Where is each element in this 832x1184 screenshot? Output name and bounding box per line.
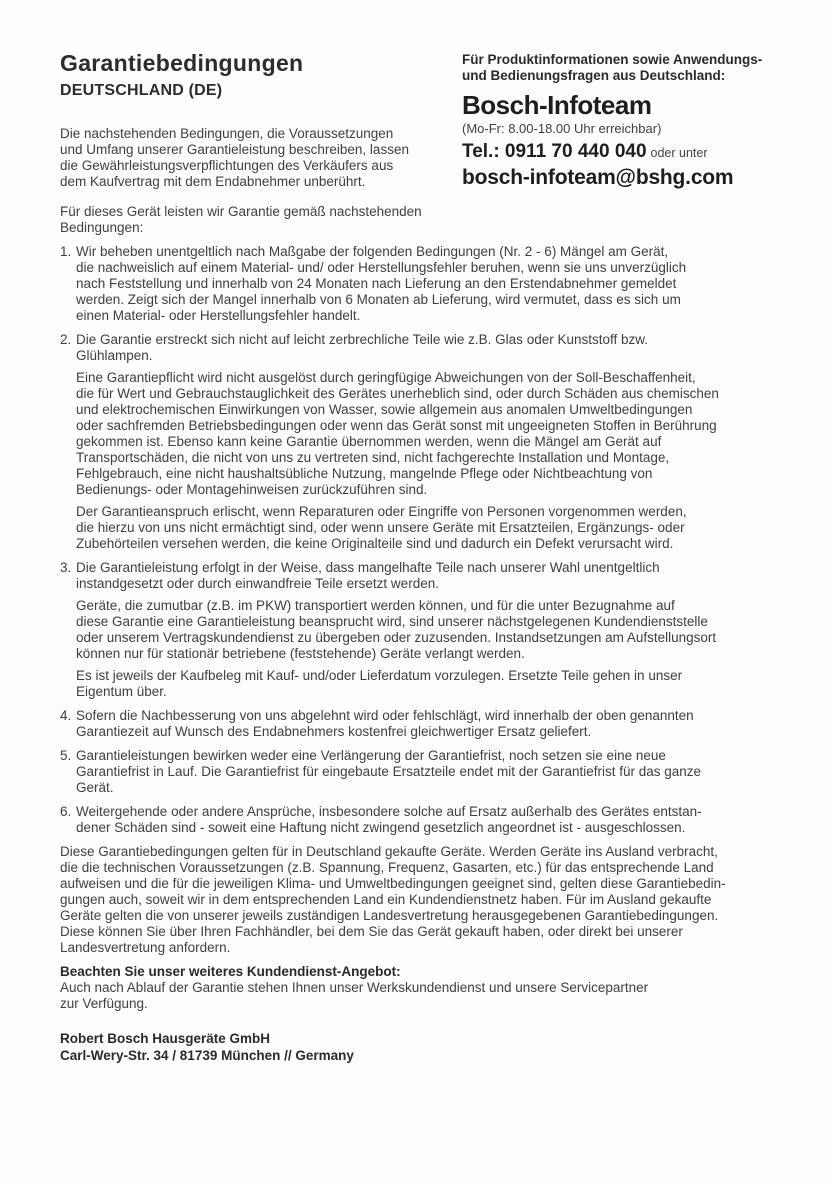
company-footer xyxy=(60,1030,800,1064)
condition-number: 1. xyxy=(60,244,72,259)
condition-body xyxy=(76,244,800,324)
condition-number: 2. xyxy=(60,332,72,347)
infoteam-hours: (Mo-Fr: 8.00-18.00 Uhr erreichbar) xyxy=(462,121,662,136)
condition-body xyxy=(76,748,800,796)
intro-paragraph: Die nachstehenden Bedingungen, die Voraussetzungen und Umfang unserer Garantieleistung beschreiben, lassen die Gewährleistungsverpflichtungen des Verkäufers aus dem Kaufvertrag mit dem Endabnehmer unberührt. xyxy=(60,126,409,189)
document-header xyxy=(60,50,800,236)
intro-paragraph-2: Für dieses Gerät leisten wir Garantie gemäß nachstehenden Bedingungen: xyxy=(60,204,422,235)
condition-item-6 xyxy=(60,804,800,836)
condition-item-4 xyxy=(60,708,800,740)
condition-item-1 xyxy=(60,244,800,324)
conditions-list xyxy=(60,244,800,836)
condition-paragraph: Die Garantieleistung erfolgt in der Weise, dass mangelhafte Teile nach unserer Wahl unentgeltlich instandgesetzt oder durch einwandfreie Teile ersetzt werden. xyxy=(76,560,660,591)
footer-company-name: Robert Bosch Hausgeräte GmbH xyxy=(60,1031,271,1046)
infoteam-phone-number: Tel.: 0911 70 440 040 xyxy=(462,141,647,162)
condition-paragraph: Geräte, die zumutbar (z.B. im PKW) transportiert werden können, und für die unter Bezugnahme auf diese Garantie eine Garantieleistung beansprucht wird, sind unserer nächstgelegenen Kundendienststelle oder unserem Vertragskundendienst zu übergeben oder zuzusenden. Instandsetzungen am Aufstellungsort können nur für stationär betriebene (feststehende) Geräte verlangt werden. xyxy=(76,598,717,661)
service-offer-heading: Beachten Sie unser weiteres Kundendienst-Angebot: xyxy=(60,964,401,979)
page-subtitle: DEUTSCHLAND (DE) xyxy=(60,82,223,99)
infoteam-phone-line xyxy=(462,141,800,163)
closing-paragraph: Diese Garantiebedingungen gelten für in Deutschland gekaufte Geräte. Werden Geräte ins Ausland verbracht, die die technischen Voraussetzungen (z.B. Spannung, Frequenz, Gasarten, etc.) für das entsprechende Land aufweisen und die für die jeweiligen Klima- und Umweltbedingungen geeignet sind, gelten diese Garantiebedin- gungen auch, soweit wir in dem entsprechenden Land ein Kundendienstnetz haben. Für im Ausland gekaufte Geräte gelten die von unserer jeweils zuständigen Landesvertretung herausgegebenen Garantiebedingungen. Diese können Sie über Ihren Fachhändler, bei dem Sie das Gerät gekauft haben, oder direkt bei unserer Landesvertretung anfordern. xyxy=(60,844,726,955)
condition-paragraph: Eine Garantiepflicht wird nicht ausgelöst durch geringfügige Abweichungen von der Soll-Beschaffenheit, die für Wert und Gebrauchstauglichkeit des Gerätes unerheblich sind, oder durch Schäden aus chemischen und elektrochemischen Einwirkungen von Wasser, sowie allgemein aus anomalen Umweltbedingungen oder sachfremden Betriebsbedingungen oder wenn das Gerät sonst mit ungeeigneten Stoffen in Berührung gekommen ist. Ebenso kann keine Garantie übernommen werden, wenn die Mängel am Gerät auf Transportschäden, die nicht von uns zu vertreten sind, nicht fachgerechte Installation und Montage, Fehlgebrauch, eine nicht haushaltsübliche Nutzung, mangelnde Pflege oder Nichtbeachtung von Bedienungs- oder Montagehinweisen zurückzuführen sind. xyxy=(76,370,719,497)
condition-item-3 xyxy=(60,560,800,700)
infoteam-phone-suffix: oder unter xyxy=(650,146,708,160)
condition-body xyxy=(76,560,800,700)
condition-body xyxy=(76,332,800,552)
infoteam-lead-text: Für Produktinformationen sowie Anwendungs- und Bedienungsfragen aus Deutschland: xyxy=(462,52,763,83)
condition-paragraph: Sofern die Nachbesserung von uns abgelehnt wird oder fehlschlägt, wird innerhalb der oben genannten Garantiezeit auf Wunsch des Endabnehmers kostenfrei gleichwertiger Ersatz geliefert. xyxy=(76,708,694,739)
service-offer-text: Auch nach Ablauf der Garantie stehen Ihnen unser Werkskundendienst und unsere Servicepartner zur Verfügung. xyxy=(60,980,649,1011)
infoteam-email: bosch-infoteam@bshg.com xyxy=(462,166,734,189)
condition-paragraph: Weitergehende oder andere Ansprüche, insbesondere solche auf Ersatz außerhalb des Gerätes entstan- dener Schäden sind - soweit eine Haftung nicht zwingend gesetzlich angeordnet ist - ausgeschlossen. xyxy=(76,804,702,835)
header-left-column xyxy=(60,50,462,236)
page-title: Garantiebedingungen xyxy=(60,50,304,76)
condition-number: 6. xyxy=(60,804,72,819)
condition-paragraph: Garantieleistungen bewirken weder eine Verlängerung der Garantiefrist, noch setzen sie eine neue Garantiefrist in Lauf. Die Garantiefrist für eingebaute Ersatzteile endet mit der Garantiefrist für das ganze Gerät. xyxy=(76,748,702,795)
condition-paragraph: Es ist jeweils der Kaufbeleg mit Kauf- und/oder Lieferdatum vorzulegen. Ersetzte Teile gehen in unser Eigentum über. xyxy=(76,668,683,699)
condition-body xyxy=(76,804,800,836)
footer-company-address: Carl-Wery-Str. 34 / 81739 München // Germany xyxy=(60,1048,354,1063)
condition-number: 3. xyxy=(60,560,72,575)
condition-item-5 xyxy=(60,748,800,796)
condition-number: 4. xyxy=(60,708,72,723)
condition-paragraph: Der Garantieanspruch erlischt, wenn Reparaturen oder Eingriffe von Personen vorgenommen werden, die hierzu von uns nicht ermächtigt sind, oder wenn unsere Geräte mit Ersatzteilen, Ergänzungs- oder Zubehörteilen versehen werden, die keine Originalteile sind und dadurch ein Defekt verursacht wird. xyxy=(76,504,687,551)
infoteam-brand-name: Bosch-Infoteam xyxy=(462,90,652,120)
infoteam-box xyxy=(462,50,800,190)
condition-item-2 xyxy=(60,332,800,552)
condition-paragraph: Die Garantie erstreckt sich nicht auf leicht zerbrechliche Teile wie z.B. Glas oder Kunststoff bzw. Glühlampen. xyxy=(76,332,649,363)
condition-body xyxy=(76,708,800,740)
condition-number: 5. xyxy=(60,748,72,763)
condition-paragraph: Wir beheben unentgeltlich nach Maßgabe der folgenden Bedingungen (Nr. 2 - 6) Mängel am Gerät, die nachweislich auf einem Material- und/ oder Herstellungsfehler beruhen, wenn sie uns unverzüglich nach Feststellung und innerhalb von 24 Monaten nach Lieferung an den Erstendabnehmer gemeldet werden. Zeigt sich der Mangel innerhalb von 6 Monaten ab Lieferung, wird vermutet, dass es sich um einen Material- oder Herstellungsfehler handelt. xyxy=(76,244,687,323)
